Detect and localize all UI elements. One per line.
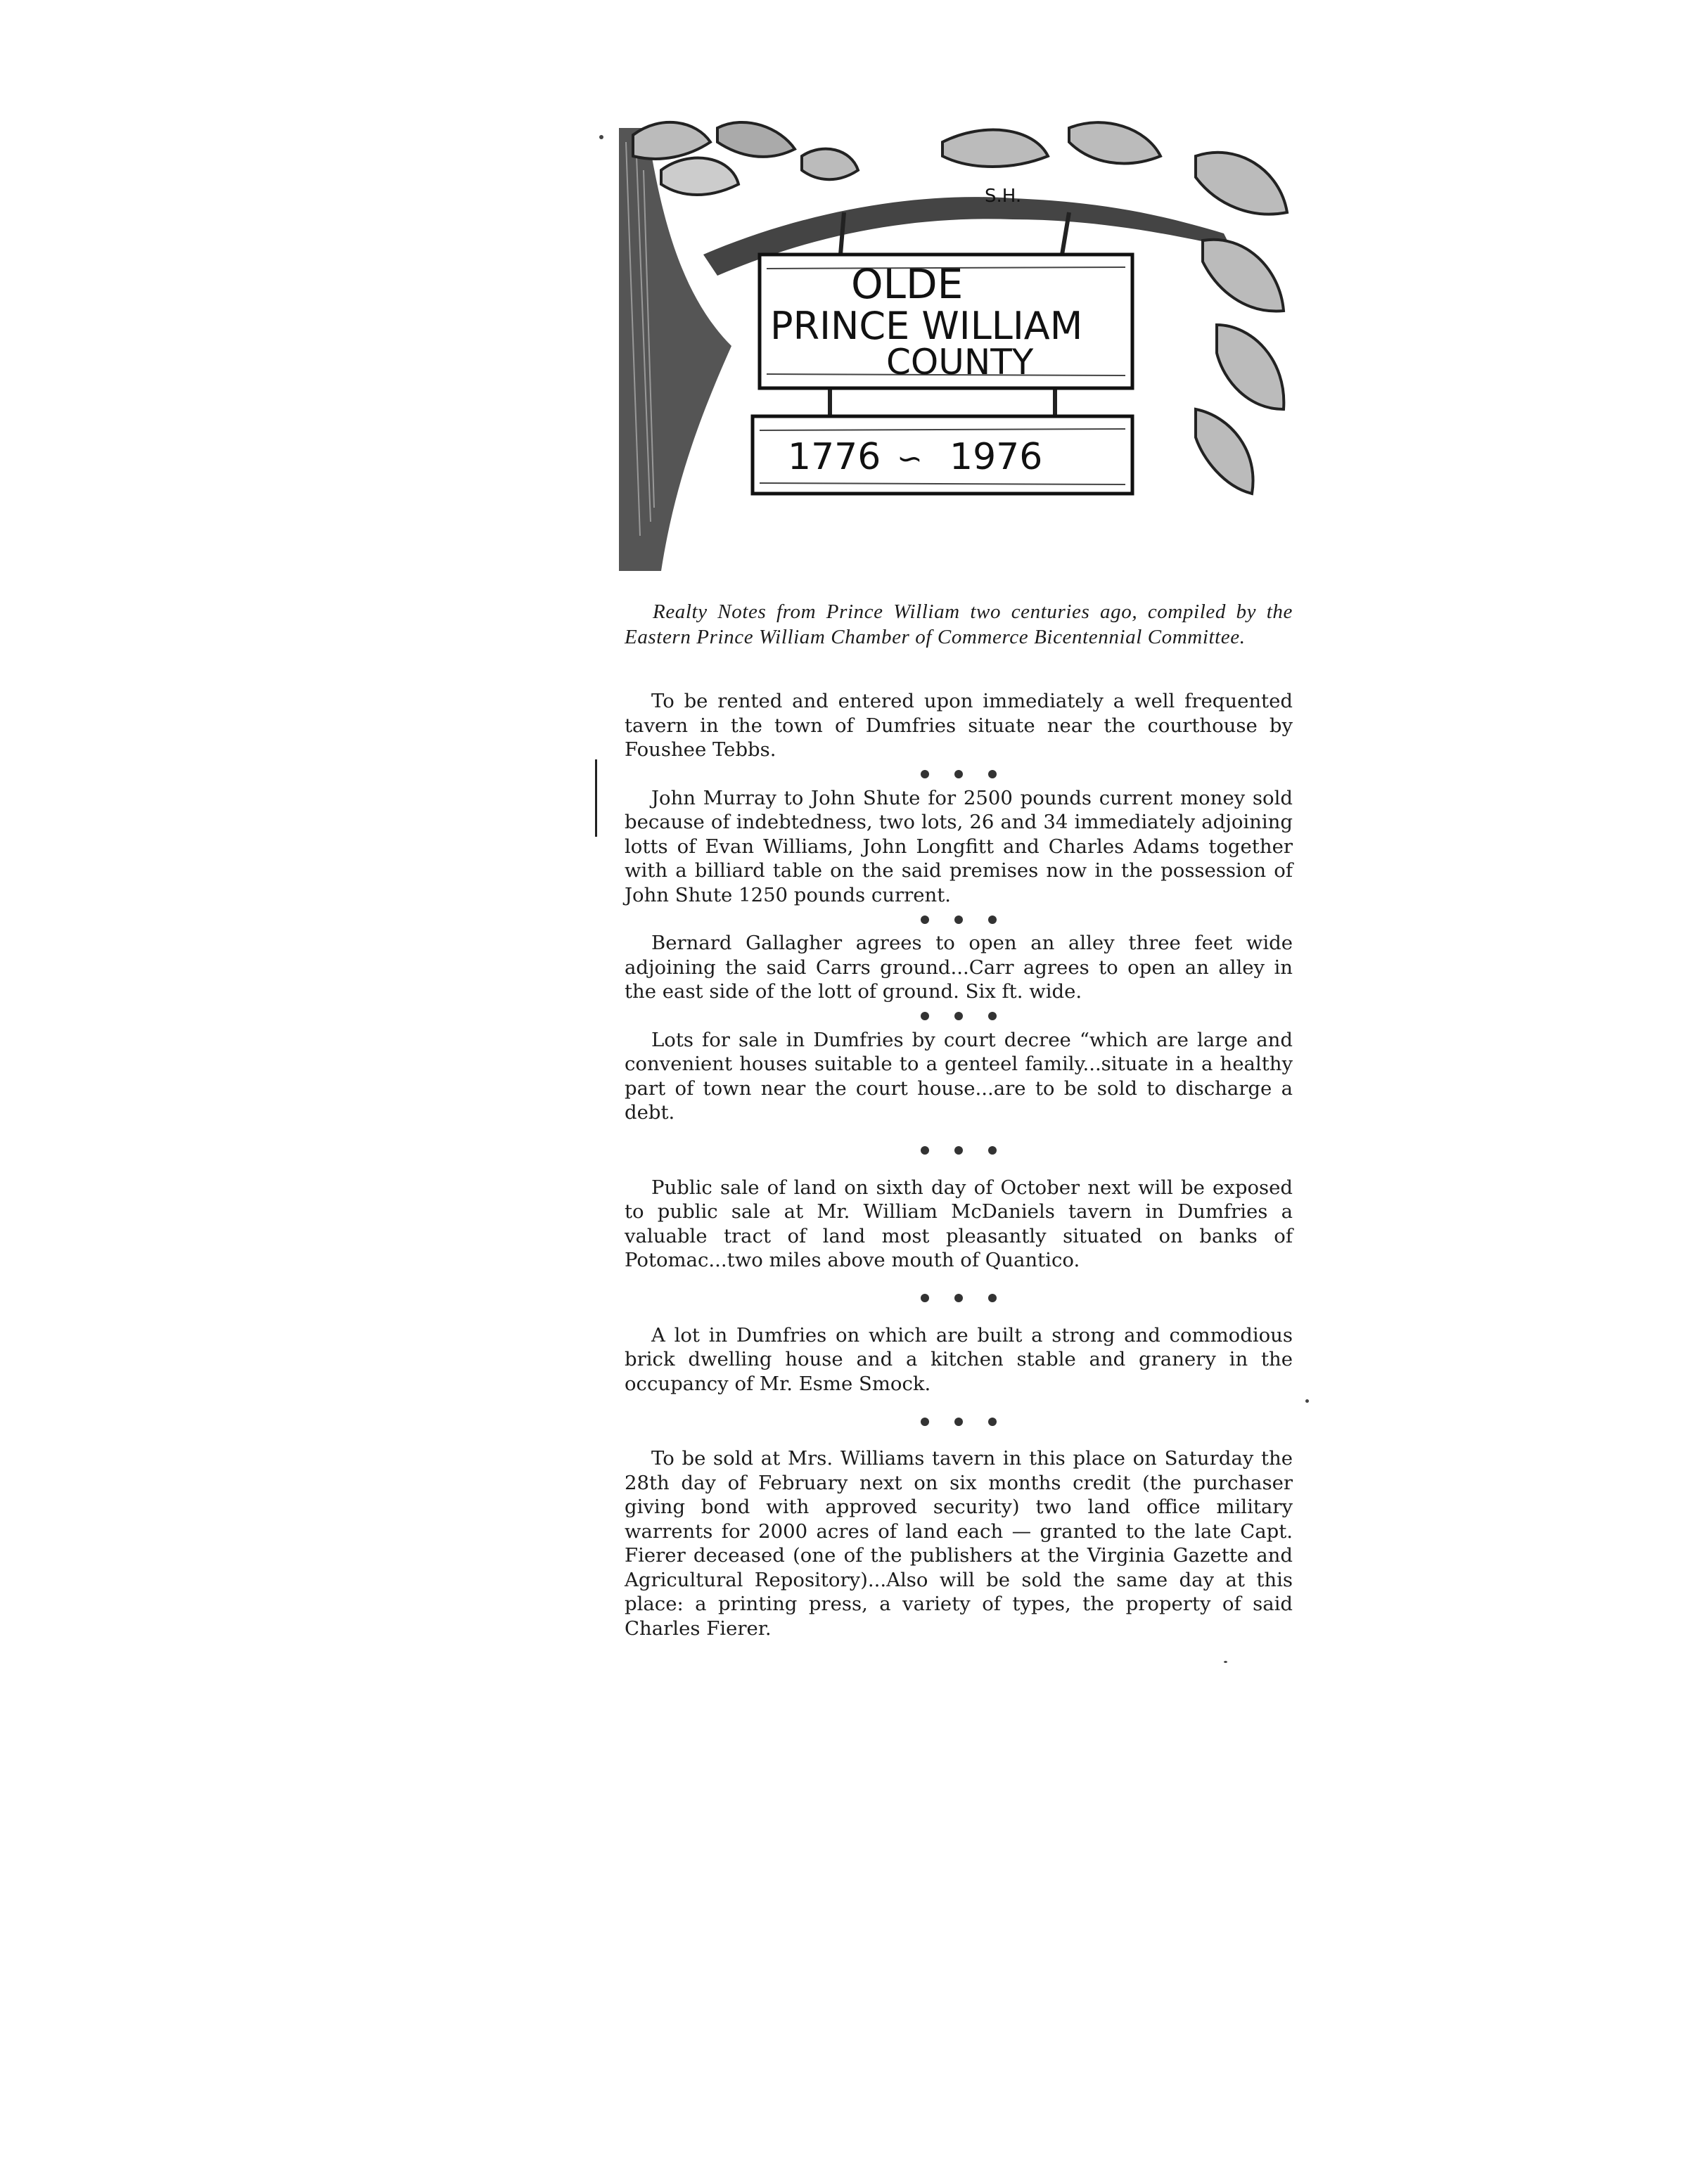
scan-speck bbox=[599, 135, 603, 139]
separator-dots bbox=[625, 1273, 1293, 1323]
sign-year-separator: ∽ bbox=[897, 441, 923, 477]
separator-dots bbox=[625, 907, 1293, 931]
article-column bbox=[625, 599, 1293, 1640]
artist-initials: S.H. bbox=[985, 186, 1022, 207]
tree-trunk bbox=[619, 128, 731, 571]
notice-gallagher-alley: Bernard Gallagher agrees to open an alley three feet wide adjoining the said Carrs ground...Carr agrees to open an alley in the east side of the lott of ground. Six ft. wide. bbox=[625, 932, 1293, 1003]
margin-mark bbox=[595, 759, 597, 837]
notice-tavern-rental: To be rented and entered upon immediately a well frequented tavern in the town of Dumfries situate near the courthouse by Foushee Tebbs. bbox=[625, 690, 1293, 761]
scan-speck bbox=[1224, 1661, 1227, 1663]
notice-public-sale-land: Public sale of land on sixth day of October next will be exposed to public sale at Mr. William McDaniels tavern in Dumfries a valuable tract of land most pleasantly situated on banks of Potomac...two miles above mouth of Quantico. bbox=[625, 1176, 1293, 1271]
sign-olde-text: OLDE bbox=[851, 260, 964, 308]
separator-dots bbox=[625, 1125, 1293, 1176]
separator-dots bbox=[625, 1396, 1293, 1446]
notice-brick-dwelling: A lot in Dumfries on which are built a strong and commodious brick dwelling house and a kitchen stable and granery in the occupancy of Mr. Esme Smock. bbox=[625, 1323, 1293, 1395]
sign-year-end: 1976 bbox=[950, 436, 1043, 478]
sign-county-text: COUNTY bbox=[886, 342, 1034, 383]
hanging-sign-drawing bbox=[619, 114, 1294, 571]
scan-speck bbox=[1305, 1399, 1309, 1403]
article-caption: Realty Notes from Prince William two centuries ago, compiled by the Eastern Prince William Chamber of Commerce Bicentennial Committee. bbox=[625, 600, 1293, 648]
sign-prince-william-text: PRINCE WILLIAM bbox=[770, 304, 1083, 348]
tree-sign-illustration bbox=[619, 114, 1294, 571]
notice-court-decree-lots: Lots for sale in Dumfries by court decree “which are large and convenient houses suitable to a genteel family...situate in a healthy part of town near the court house...are to be sold to discharge a debt. bbox=[625, 1028, 1293, 1124]
notice-murray-shute: John Murray to John Shute for 2500 pounds current money sold because of indebtedness, two lots, 26 and 34 immediately adjoining lotts of Evan Williams, John Longfitt and Charles Adams together with a billiard table on the said premises now in the possession of John Shute 1250 pounds current. bbox=[625, 786, 1293, 906]
leaf-cluster-left bbox=[633, 122, 858, 195]
notice-military-warrents: To be sold at Mrs. Williams tavern in this place on Saturday the 28th day of February next on six months credit (the purchaser giving bond with approved security) two land office military warrents for 2000 acres of land each — granted to the late Capt. Fierer deceased (one of the publishers at the Virginia Gazette and Agricultural Repository)...Also will be sold the same day at this place: a printing press, a variety of types, the property of said Charles Fierer. bbox=[625, 1447, 1293, 1640]
sign-year-start: 1776 bbox=[788, 436, 881, 478]
separator-dots bbox=[625, 1004, 1293, 1028]
separator-dots bbox=[625, 762, 1293, 786]
